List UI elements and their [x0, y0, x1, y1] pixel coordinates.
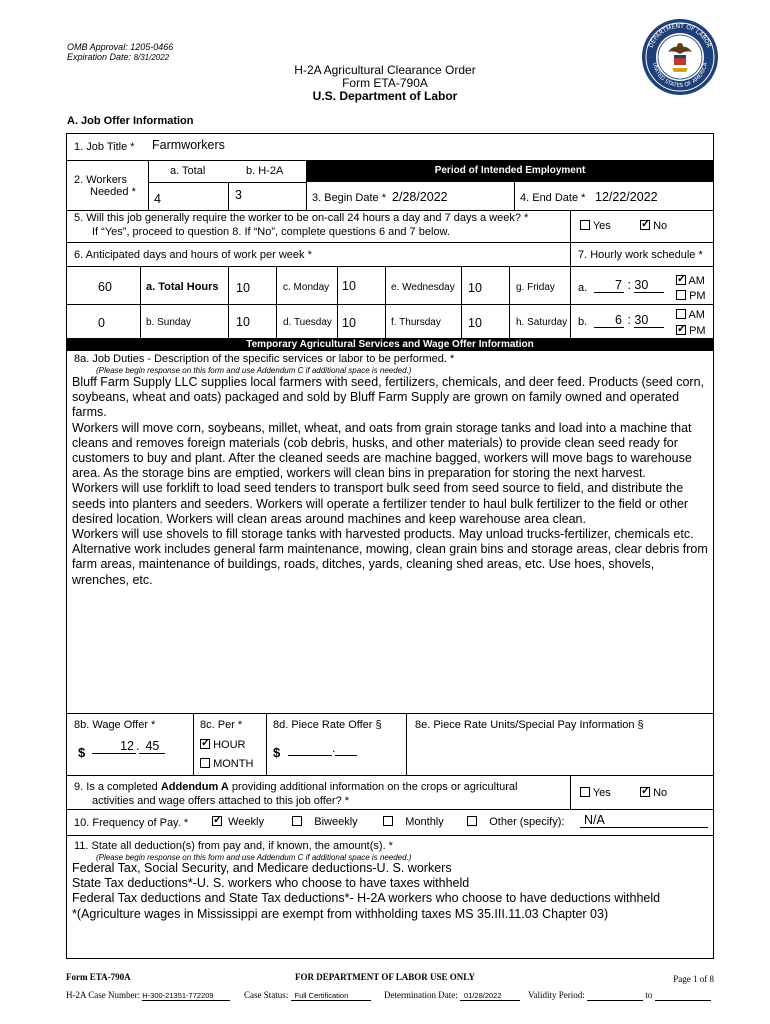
- begin-date-value[interactable]: 2/28/2022: [392, 190, 448, 204]
- workers-needed-label: 2. Workers Needed *: [74, 174, 136, 198]
- end-date-value[interactable]: 12/22/2022: [595, 190, 658, 204]
- per-label: 8c. Per *: [200, 719, 243, 731]
- form-number: Form ETA-790A: [342, 76, 428, 90]
- pay-frequency-label: 10. Frequency of Pay. *: [74, 817, 189, 829]
- on-call-question: 5. Will this job generally require the worker to be on-call 24 hours a day and 7 days a week? *: [74, 212, 529, 224]
- pay-biweekly-option[interactable]: Biweekly: [292, 816, 358, 828]
- job-duties-label: 8a. Job Duties - Description of the specific services or labor to be performed. *: [74, 353, 455, 365]
- footer-validity-period: Validity Period: to: [528, 990, 711, 1001]
- total-hours-value[interactable]: 60: [98, 280, 112, 294]
- svg-text:DEPARTMENT OF LABOR: DEPARTMENT OF LABOR: [647, 22, 713, 49]
- saturday-label: h. Saturday: [516, 317, 568, 328]
- footer-dol-use: FOR DEPARTMENT OF LABOR USE ONLY: [295, 972, 475, 982]
- footer-case-status: Case Status: Full Certification: [244, 990, 371, 1001]
- schedule-a-label: a.: [578, 282, 588, 294]
- per-month-option[interactable]: MONTH: [200, 758, 253, 770]
- footer-determination-date: Determination Date: 01/28/2022: [384, 990, 520, 1001]
- pay-monthly-option[interactable]: Monthly: [383, 816, 444, 828]
- omb-approval: OMB Approval: 1205-0466: [67, 42, 174, 52]
- deductions-note: (Please begin response on this form and use Addendum C if additional space is needed.): [96, 853, 412, 862]
- job-duties-note: (Please begin response on this form and use Addendum C if additional space is needed.): [96, 366, 412, 375]
- on-call-yes-checkbox[interactable]: [580, 220, 590, 230]
- piece-rate-dollar-sign: $: [273, 745, 281, 760]
- job-title-value[interactable]: Farmworkers: [152, 138, 225, 152]
- department-title: U.S. Department of Labor: [312, 89, 458, 103]
- dol-seal-icon: [641, 18, 719, 96]
- piece-rate-units-label: 8e. Piece Rate Units/Special Pay Information §: [415, 719, 644, 731]
- total-workers-value[interactable]: 4: [154, 192, 161, 206]
- schedule-b-am[interactable]: AM: [676, 309, 705, 321]
- end-date-label: 4. End Date *: [520, 192, 586, 204]
- anticipated-hours-label: 6. Anticipated days and hours of work per week *: [74, 249, 312, 261]
- hourly-schedule-label: 7. Hourly work schedule *: [578, 249, 703, 261]
- wage-offer-label: 8b. Wage Offer *: [74, 719, 156, 731]
- deductions-text[interactable]: Federal Tax, Social Security, and Medicare deductions-U. S. workers State Tax deductions*-U. S. workers who choose to have taxes withheld Federal Tax deductions and State Tax deductions*- H-2A workers who choose to have deductions withheld *(Agriculture wages in Mississippi are exempt from withholding taxes MS 35.III.11.03 Chapter 03): [72, 861, 661, 921]
- addendum-a-no-option[interactable]: ✓ No: [640, 787, 667, 799]
- h2a-workers-value[interactable]: 3: [235, 188, 242, 202]
- addendum-a-question-line2: activities and wage offers attached to this job offer? *: [92, 795, 350, 807]
- friday-label: g. Friday: [516, 282, 555, 293]
- total-hours-label: a. Total Hours: [146, 281, 219, 293]
- wage-dollar-sign: $: [78, 745, 86, 760]
- wage-offer-value[interactable]: 12 . 45: [92, 739, 165, 754]
- schedule-b-label: b.: [578, 316, 588, 328]
- schedule-b-pm[interactable]: ✓ PM: [676, 325, 706, 337]
- addendum-a-question: 9. Is a completed Addendum A providing additional information on the crops or agricultural: [74, 781, 518, 793]
- monday-label: c. Monday: [283, 282, 330, 293]
- schedule-a-am[interactable]: ✓ AM: [676, 275, 705, 287]
- h2a-workers-label: b. H-2A: [246, 165, 284, 177]
- schedule-a-time[interactable]: 7 : 30: [594, 278, 664, 293]
- schedule-a-pm[interactable]: PM: [676, 290, 706, 302]
- wage-offer-bar: Temporary Agricultural Services and Wage Offer Information: [66, 338, 714, 351]
- job-duties-text[interactable]: Bluff Farm Supply LLC supplies local farmers with seed, fertilizers, chemicals, and deer feed. Products (seed corn, soybeans, wheat and oats) packaged and sold by Bluff Farm Supply are grown on family owned and operated farms. Workers will move corn, soybeans, millet, wheat, and oats from grain storage tanks and load into a machine that cleans and removes foreign materials (cob debris, husks, and other materials) to provide clean seed ready for customers to buy and plant. After the cleaned seeds are machine bagged, workers will move bags to warehouse area. As the storage bins are emptied, workers will clean bins in preparation for storing the next harvest. Workers will use forklift to load seed tenders to transport bulk seed from seed source to field, and distribute the seeds into planters and seeders. Workers will operate a fertilizer tender to haul bulk fertilizer to the field or other desired location. Workers will clean areas around machines and keep warehouse area clean. Workers will use shovels to fill storage tanks with harvested products. May unload trucks-fertilizer, chemicals etc. Alternative work includes general farm maintenance, mowing, clean grain bins and storage areas, clear debris from farm areas, maintenance of buildings, roads, ditches, yards, cleaning shed areas, etc. Use hoes, shovels, wrenches, etc.: [72, 375, 708, 587]
- svg-text:UNITED STATES OF AMERICA: UNITED STATES OF AMERICA: [651, 62, 709, 90]
- thursday-value[interactable]: 10: [468, 316, 482, 330]
- wednesday-label: e. Wednesday: [391, 282, 455, 293]
- deductions-label: 11. State all deduction(s) from pay and, if known, the amount(s). *: [74, 840, 393, 852]
- tuesday-value[interactable]: 10: [342, 316, 356, 330]
- col1-total-value[interactable]: 10: [236, 281, 250, 295]
- footer-case-number: H-2A Case Number: H-300-21351-772209: [66, 990, 230, 1001]
- on-call-yes-option[interactable]: Yes: [580, 220, 611, 232]
- tuesday-label: d. Tuesday: [283, 317, 332, 328]
- piece-rate-value[interactable]: .: [288, 741, 357, 756]
- begin-date-label: 3. Begin Date *: [312, 192, 386, 204]
- sunday-label: b. Sunday: [146, 317, 192, 328]
- thursday-label: f. Thursday: [391, 317, 441, 328]
- section-a-title: A. Job Offer Information: [67, 115, 194, 127]
- sunday-hours-value[interactable]: 0: [98, 316, 105, 330]
- expiration-label: Expiration Date: 8/31/2022: [67, 52, 170, 62]
- on-call-no-option[interactable]: ✓ No: [640, 220, 667, 232]
- on-call-no-checkbox[interactable]: [640, 220, 650, 230]
- pay-other-value[interactable]: N/A: [580, 813, 708, 828]
- wednesday-value[interactable]: 10: [468, 281, 482, 295]
- period-of-employment-bar: Period of Intended Employment: [306, 160, 714, 182]
- form-title: H-2A Agricultural Clearance Order: [294, 63, 476, 77]
- monday-value[interactable]: 10: [342, 279, 356, 293]
- schedule-b-time[interactable]: 6 : 30: [594, 313, 664, 328]
- footer-page-number: Page 1 of 8: [673, 974, 714, 984]
- piece-rate-label: 8d. Piece Rate Offer §: [273, 719, 382, 731]
- per-hour-option[interactable]: ✓ HOUR: [200, 739, 245, 751]
- pay-other-option[interactable]: Other (specify):: [467, 816, 564, 828]
- pay-weekly-option[interactable]: ✓ Weekly: [212, 816, 264, 828]
- job-title-label: 1. Job Title *: [74, 141, 135, 153]
- footer-form-number: Form ETA-790A: [66, 972, 131, 982]
- col1-sunday-value[interactable]: 10: [236, 315, 250, 329]
- on-call-instructions: If “Yes”, proceed to question 8. If “No”, complete questions 6 and 7 below.: [92, 226, 450, 238]
- addendum-a-yes-option[interactable]: Yes: [580, 787, 611, 799]
- total-workers-label: a. Total: [170, 165, 206, 177]
